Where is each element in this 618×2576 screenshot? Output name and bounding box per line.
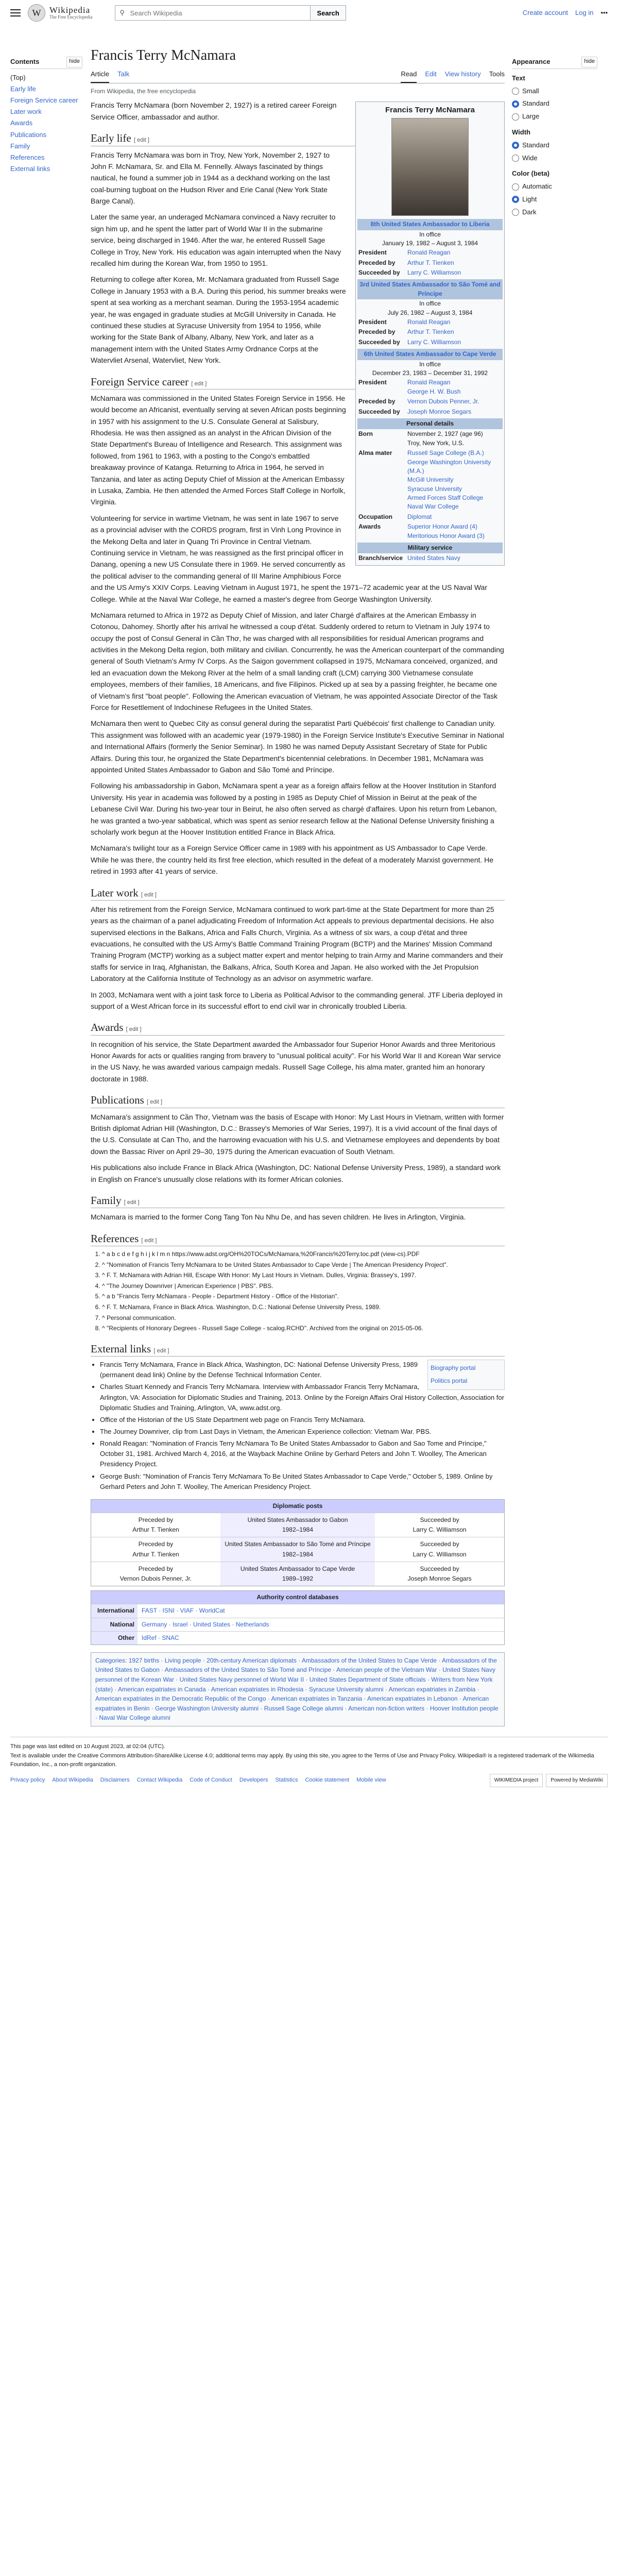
branch-label: Branch/service xyxy=(358,554,403,562)
external-link-item[interactable]: • George Bush: "Nomination of Francis Terry McNamara To Be United States Ambassador to Cape Verde," October 5, 1989. Online by Gerhard Peters and John T. Woolley, The American Presidency Project. xyxy=(100,1471,505,1492)
article-main xyxy=(82,26,505,1726)
family-paragraph: McNamara is married to the former Cong Tang Ton Nu Nhu De, and has seven children. He lives in Arlington, Virginia. xyxy=(91,1213,466,1222)
heading-awards: Awards [ edit ] xyxy=(91,1020,505,1035)
table-of-contents xyxy=(10,26,82,1726)
toc-hide-button[interactable]: hide xyxy=(66,57,82,67)
president-value[interactable]: Ronald Reagan George H. W. Bush xyxy=(407,379,461,395)
office2-label: In office xyxy=(419,300,441,308)
succeeded-label: Succeeded by xyxy=(358,269,400,277)
footer-link[interactable]: About Wikipedia xyxy=(52,1777,93,1784)
toc-item-early-life[interactable]: Early life xyxy=(10,84,36,93)
succeeded-label: Succeeded by xyxy=(358,408,400,415)
early-paragraph-2: Later the same year, an underaged McNamara convinced a Navy recruiter to sign him up, and he spent the latter part of World War II in the submarine service, being discharged in 1946. After the war, he entered Russell Sage College in Troy, New York. His education was again interrupted when the Navy recalled him during the Korean War, from 1950 to 1951. xyxy=(91,213,341,268)
from-wikipedia: From Wikipedia, the free encyclopedia xyxy=(91,88,196,95)
edit-section-link[interactable]: [ edit ] xyxy=(124,1199,140,1206)
alma-mater-label: Alma mater xyxy=(358,449,392,457)
text-size-label: Text xyxy=(512,74,525,82)
born-value: November 2, 1927 (age 96) Troy, New York, U.S. xyxy=(407,430,483,447)
color-dark-option[interactable]: Dark xyxy=(512,206,597,219)
president-label: President xyxy=(358,318,387,326)
appearance-panel xyxy=(505,26,597,1726)
last-edited: This page was last edited on 10 August 2023, at 02:04 (UTC). xyxy=(10,1743,165,1750)
preceded-value[interactable]: Arthur T. Tienken xyxy=(407,259,454,266)
preceded-label: Preceded by xyxy=(358,398,396,405)
toc-item-publications[interactable]: Publications xyxy=(10,130,47,139)
preceded-label: Preceded by xyxy=(358,259,396,266)
edit-section-link[interactable]: [ edit ] xyxy=(141,1237,157,1244)
authority-title: Authority control databases xyxy=(91,1591,504,1604)
foreign-paragraph-4: McNamara then went to Quebec City as consul general during the separatist Parti Québécois' first challenge to Canadian unity. This assignment was followed with an academic year (1979-1980) in the Foreign Service Institute's Executive Seminar in National and International Affairs (formerly the Senior Seminar). In 1980 he was named Deputy Assistant Secretary of State for Public Affairs. During this tour, he organized the State Department's bicentennial celebrations. In December 1981, McNamara was appointed United States Ambassador to Gabon and São Tomé and Príncipe. xyxy=(91,719,504,774)
navbox-preceded[interactable]: Preceded by Arthur T. Tienken xyxy=(132,1540,179,1558)
succeeded-value[interactable]: Larry C. Williamson xyxy=(407,269,461,277)
awards-value[interactable]: Superior Honor Award (4) Meritorious Honor Award (3) xyxy=(407,523,485,539)
infobox xyxy=(355,101,505,565)
color-label: Color (beta) xyxy=(512,170,550,178)
office3-range: December 23, 1983 – December 31, 1992 xyxy=(372,369,488,377)
toc-item-later-work[interactable]: Later work xyxy=(10,108,42,116)
infobox-office-1[interactable]: 8th United States Ambassador to Liberia xyxy=(357,219,503,230)
navbox-preceded[interactable]: Preceded by Vernon Dubois Penner, Jr. xyxy=(119,1565,192,1582)
text-small-option[interactable]: Small xyxy=(512,85,597,98)
tab-talk[interactable]: Talk xyxy=(117,70,130,78)
foreign-paragraph-5: Following his ambassadorship in Gabon, McNamara spent a year as a foreign affairs fellow at the Hoover Institution in Stanford University. His year in academia was followed by a posting in 1985 as Deputy Chief of Mission in Beirut at the peak of the Lebanese Civil War. During his two-year tour in Beirut, he also often served as chargé d'affaires. Upon his return from Lebanon, he was granted a two-year sabbatical, which was spent as senior research fellow at the National Defense University finishing a scholarly work begun at the Hoover Institution entitled France in Black Africa. xyxy=(91,782,497,836)
heading-later-work: Later work [ edit ] xyxy=(91,886,505,901)
navbox-post[interactable]: United States Ambassador to Cape Verde 1989–1992 xyxy=(220,1562,375,1586)
footer-link[interactable]: Privacy policy xyxy=(10,1777,45,1784)
awards-paragraph: In recognition of his service, the State Department awarded the Ambassador four Superior Honor Awards and three Meritorious Honor Awards for acts or qualities ranging from bravery to "unusual political acuity". For his World War II and Korean War service in the US Navy, he was awarded various campaign medals. Russell Sage College, his alma mater, granted him an honorary doctorate in 1988. xyxy=(91,1040,501,1083)
page-tabs xyxy=(91,67,505,83)
page-footer xyxy=(10,1737,608,1787)
tab-edit[interactable]: Edit xyxy=(425,70,437,78)
log-in-link[interactable]: Log in xyxy=(575,8,594,16)
foreign-paragraph-2: Volunteering for service in wartime Vietnam, he was sent in late 1967 to serve as a provincial adviser with the CORDS program, first in Vinh Long Province in the Mekong Delta and later in Quang Tri Province in Central Vietnam. Continuing service in Vietnam, he was reassigned as the first principal officer in Danang, opening a new US Consulate there in 1969. He served concurrently as the political adviser to the commanding general of III Marine Amphibious Force and the US Army's XXIV Corps. Leaving Vietnam in August 1971, he spent the 1971–72 academic year at the US Naval War College. While at the Naval War College, he earned a master's degree from George Washington University. xyxy=(91,514,487,603)
page-title: Francis Terry McNamara xyxy=(91,47,236,63)
text-large-option[interactable]: Large xyxy=(512,110,597,123)
tab-article[interactable]: Article xyxy=(91,67,109,83)
reference-item[interactable]: 4. ^ "The Journey Downriver | American Experience | PBS". PBS. xyxy=(102,1281,505,1291)
president-value[interactable]: Ronald Reagan xyxy=(407,318,451,326)
heading-publications: Publications [ edit ] xyxy=(91,1093,505,1108)
personal-details-header: Personal details xyxy=(357,418,503,429)
mediawiki-badge[interactable]: Powered by MediaWiki xyxy=(546,1774,608,1787)
categories-box[interactable]: Categories: 1927 births · Living people · 20th-century American diplomats · Ambassadors of the United States to Cape Verde · Ambassadors of the United States to Gabon · Ambassadors of the United States to São Tomé and Príncipe · American people of the Vietnam War · United States Navy personnel of the Korean War · United States Navy personnel of World War II · United States Department of State officials · Writers from New York (state) · American expatriates in Canada · American expatriates in Rhodesia · Syracuse University alumni · American expatriates in Zambia · American expatriates in the Democratic Republic of the Congo · American expatriates in Tanzania · American expatriates in Lebanon · American expatriates in Benin · George Washington University alumni · Russell Sage College alumni · American non-fiction writers · Hoover Institution people · Naval War College alumni xyxy=(91,1652,505,1726)
reference-item[interactable]: 5. ^ a b "Francis Terry McNamara - People - Department History - Office of the Historian". xyxy=(102,1292,505,1301)
authority-label: National xyxy=(91,1618,138,1631)
heading-early-life: Early life [ edit ] xyxy=(91,131,505,146)
toc-title: Contents xyxy=(10,58,40,65)
external-link-item[interactable]: • Office of the Historian of the US State Department web page on Francis Terry McNamara. xyxy=(100,1415,505,1425)
office1-range: January 19, 1982 – August 3, 1984 xyxy=(382,239,478,247)
search-icon: ⚲ xyxy=(119,8,125,16)
toc-item-external-links[interactable]: External links xyxy=(10,164,50,173)
politics-portal-link[interactable]: Politics portal xyxy=(431,1377,468,1385)
toc-item-foreign-service[interactable]: Foreign Service career xyxy=(10,96,78,105)
navbox-post[interactable]: United States Ambassador to São Tomé and Príncipe 1982–1984 xyxy=(220,1537,375,1561)
navbox-post[interactable]: United States Ambassador to Gabon 1982–1984 xyxy=(220,1513,375,1537)
infobox-office-3[interactable]: 6th United States Ambassador to Cape Verde xyxy=(357,349,503,360)
occupation-label: Occupation xyxy=(358,513,393,520)
diplomatic-posts-navbox xyxy=(91,1499,505,1586)
heading-external-links: External links [ edit ] xyxy=(91,1342,505,1357)
toc-item-top[interactable]: (Top) xyxy=(10,73,26,81)
footer-link[interactable]: Mobile view xyxy=(356,1777,386,1784)
foreign-paragraph-3: McNamara returned to Africa in 1972 as Deputy Chief of Mission, and later Chargé d'affaires at the American Embassy in Cotonou, Dahomey. Shortly after his arrival he witnessed a coup d'état. Suddenly ordered to return to Vietnam in July 1974 to occupy the post of Consul General in Cần Thơ, he was charged with all responsibilities for residual American programs and activities in the Mekong Delta region, both military and civilian. Concurrently, he was the American counterpart of the commanding general of South Vietnam's Army IV Corps. As the Saigon government collapsed in 1975, McNamara conceived, organized, and led an evacuation down the Mekong River at the helm of a small landing craft (LCM) carrying 300 Vietnamese consulate employees, members of their families, 18 Americans, and five Filipinos. Picked up at sea by a passing freighter, he became one of Vietnam's first "boat people". Following the American evacuation of Vietnam, he was appointed Associate Director of the Task Force for Resettlement of Indochinese Refugees in the United States. xyxy=(91,611,504,712)
reference-item: 6. ^ F. T. McNamara, France in Black Africa. Washington, D.C.: National Defense University Press, 1989. xyxy=(102,1302,505,1312)
foreign-paragraph-6: McNamara's twilight tour as a Foreign Service Officer came in 1989 with his appointment as US Ambassador to Cape Verde. While he was there, the country held its first free election, which resulted in the defeat of a moderately Marxist government. He retired in 1993 after 41 years of service. xyxy=(91,844,494,876)
appearance-title: Appearance xyxy=(512,58,551,65)
navbox-succeeded[interactable]: Succeeded by Larry C. Williamson xyxy=(413,1516,467,1534)
edit-section-link[interactable]: [ edit ] xyxy=(153,1347,169,1354)
footer-link[interactable]: Cookie statement xyxy=(305,1777,350,1784)
publications-paragraph-2: His publications also include France in Black Africa (Washington, DC: National Defense University Press, 1989), a standard work in English on France's unusually close relations with its former African colonies. xyxy=(91,1163,501,1183)
wikimedia-badge[interactable]: WIKIMEDIA project xyxy=(490,1774,543,1787)
width-label: Width xyxy=(512,128,530,136)
office2-range: July 26, 1982 – August 3, 1984 xyxy=(387,309,473,316)
portrait-photo xyxy=(391,118,469,216)
footer-link[interactable]: Disclaimers xyxy=(100,1777,130,1784)
preceded-label: Preceded by xyxy=(358,328,396,336)
color-automatic-option[interactable]: Automatic xyxy=(512,180,597,193)
authority-links[interactable]: Germany · Israel · United States · Netherlands xyxy=(142,1620,269,1628)
wikipedia-logo[interactable] xyxy=(28,4,92,22)
authority-label: Other xyxy=(91,1632,138,1645)
footer-link[interactable]: Code of Conduct xyxy=(190,1777,232,1784)
external-link-item[interactable]: • Charles Stuart Kennedy and Francis Terry McNamara. Interview with Ambassador Francis Terry McNamara, Arlington, VA: Association for Diplomatic Studies and Training, 2013. Online by the Foreign Affairs Oral History Collection, Association for Diplomatic Studies and Training, Arlington, VA, www.adst.org. xyxy=(100,1382,505,1413)
tab-read[interactable]: Read xyxy=(401,67,417,83)
footer-link[interactable]: Contact Wikipedia xyxy=(136,1777,183,1784)
license-text: Text is available under the Creative Commons Attribution-ShareAlike License 4.0; additional terms may apply. By using this site, you agree to the Terms of Use and Privacy Policy. Wikipedia® is a registered trademark of the Wikimedia Foundation, Inc., a non-profit organization. xyxy=(10,1752,594,1768)
later-paragraph-1: After his retirement from the Foreign Service, McNamara continued to work part-time at the State Department for more than 25 years as the chairman of a panel adjudicating Freedom of Information Act appeals to previous departmental decisions. He also supervised elections in the Balkans, Africa and Falls Church, Virginia. As a witness of six wars, a coup d'état and three evacuations, he consulted with the US Army's Battle Command Training Program (BCTP) and the Marines' Mission Command Training Program (MCTP) working as a subject matter expert and mentor helping to train Army and Marine commanders and their staffs for service in Iraq, Afghanistan, the Balkans, Africa, South Korea and Japan. He also worked with the Jet Propulsion Laboratory at the California Institute of Technology as an advisor on asymmetric warfare. xyxy=(91,905,503,983)
reference-item: 3. ^ F. T. McNamara with Adrian Hill, Escape With Honor: My Last Hours in Vietnam. Dulles, Virginia: Brassey's, 1997. xyxy=(102,1270,505,1280)
more-options-icon[interactable]: ••• xyxy=(600,8,608,16)
search-input[interactable] xyxy=(115,5,311,21)
heading-references: References [ edit ] xyxy=(91,1231,505,1246)
branch-value[interactable]: United States Navy xyxy=(407,554,460,562)
appearance-hide-button[interactable]: hide xyxy=(581,57,597,67)
reference-item[interactable]: 8. ^ "Recipients of Honorary Degrees - Russell Sage College - scalog.RCHD". Archived from the original on 2015-05-06. xyxy=(102,1324,505,1333)
lead-paragraph: Francis Terry McNamara (born November 2, 1927) is a retired career Foreign Service Officer, ambassador and author. xyxy=(91,101,337,121)
toc-item-references[interactable]: References xyxy=(10,153,45,161)
early-paragraph-3: Returning to college after Korea, Mr. McNamara graduated from Russell Sage College in January 1953 with a B.A. During this period, his summer breaks were spent at sea working as a merchant seaman. During the 1953-1954 academic year, he was engaged in graduate studies at McGill University in Canada. He continued these studies at Syracuse University from 1954 to 1956, while working for the State Bank of Albany, Albany, New York, and later as a management intern with the United States Army Ordnance Corps at the Watervliet Arsenal, Watervliet, New York. xyxy=(91,275,346,365)
edit-section-link[interactable]: [ edit ] xyxy=(147,1099,163,1106)
logo-title: Wikipedia xyxy=(49,5,91,15)
toc-item-awards[interactable]: Awards xyxy=(10,119,33,127)
reference-item[interactable]: 1. ^ a b c d e f g h i j k l m n https://www.adst.org/OH%20TOCs/McNamara,%20Francis%20Terry.toc.pdf (view-cs).PDF xyxy=(102,1249,505,1259)
portal-box xyxy=(427,1360,505,1389)
president-value[interactable]: Ronald Reagan xyxy=(407,249,451,257)
main-menu-icon[interactable] xyxy=(10,9,21,16)
search-button[interactable]: Search xyxy=(311,5,346,21)
navbox-title: Diplomatic posts xyxy=(91,1500,504,1513)
logo-subtitle: The Free Encyclopedia xyxy=(49,14,93,20)
foreign-paragraph-1: McNamara was commissioned in the United States Foreign Service in 1956. He would become an Africanist, eventually serving at seven African posts beginning in 1957 with his assignment to the U.S. Consulate General at Salisbury, Rhodesia. He was then assigned as an analyst in the African Division of the State Department's Bureau of Intelligence and Research. This assignment was followed, from 1961 to 1963, with a posting to the Congo's embattled breakaway province of Katanga. Returning to Africa in 1964, he served in Tanzania, and later as acting Deputy Chief of Mission at the American Embassy in Lusaka, Zambia. He then attended the Armed Forces Staff College in Norfolk, Virginia. xyxy=(91,394,346,506)
infobox-name: Francis Terry McNamara xyxy=(385,106,475,115)
reference-item: 7. ^ Personal communication. xyxy=(102,1313,505,1323)
width-wide-option[interactable]: Wide xyxy=(512,152,597,165)
office1-label: In office xyxy=(419,230,441,238)
reference-item[interactable]: 2. ^ "Nomination of Francis Terry McNamara to be United States Ambassador to Cape Verde | The American Presidency Project". xyxy=(102,1260,505,1270)
tools-menu[interactable]: Tools xyxy=(489,70,505,78)
president-label: President xyxy=(358,379,387,386)
authority-links[interactable]: IdRef · SNAC xyxy=(142,1634,179,1641)
heading-family: Family [ edit ] xyxy=(91,1193,505,1208)
succeeded-value[interactable]: Joseph Monroe Segars xyxy=(407,408,472,415)
biography-portal-link[interactable]: Biography portal xyxy=(431,1364,476,1372)
tab-view-history[interactable]: View history xyxy=(444,70,481,78)
publications-paragraph-1: McNamara's assignment to Cần Thơ, Vietnam was the basis of Escape with Honor: My Last Hours in Vietnam, written with former British diplomat Adrian Hill (Washington, D.C.: Brassey's Memories of War Series, 1997). It is a vivid account of the final days of the U.S. Consulate at Can Tho, and the harrowing evacuation with his U.S. and Vietnamese employees and dependents by boat down the Bassac River on April 29–30, 1975 during the American evacuation of South Vietnam. xyxy=(91,1112,504,1156)
occupation-value[interactable]: Diplomat xyxy=(407,513,432,520)
toc-item-family[interactable]: Family xyxy=(10,142,30,150)
president-label: President xyxy=(358,249,387,257)
reference-list xyxy=(91,1249,505,1333)
navbox-succeeded[interactable]: Succeeded by Joseph Monroe Segars xyxy=(407,1565,472,1582)
external-link-item[interactable]: • Ronald Reagan: "Nomination of Francis Terry McNamara To Be United States Ambassador to Gabon and Sao Tome and Principe," October 31, 1981. Archived March 4, 2016, at the Wayback Machine Online by Gerhard Peters and John T. Woolley, The American Presidency Project. xyxy=(100,1438,505,1469)
text-standard-option[interactable]: Standard xyxy=(512,97,597,110)
heading-foreign-service: Foreign Service career [ edit ] xyxy=(91,375,505,389)
preceded-value[interactable]: Arthur T. Tienken xyxy=(407,328,454,336)
preceded-value[interactable]: Vernon Dubois Penner, Jr. xyxy=(407,398,479,405)
external-link-item[interactable]: • Francis Terry McNamara, France in Black Africa, Washington, DC: National Defense University Press, 1989 (permanent dead link) Online by the Defense Technical Information Center. xyxy=(100,1360,505,1380)
create-account-link[interactable]: Create account xyxy=(522,8,568,16)
edit-section-link[interactable]: [ edit ] xyxy=(141,891,157,898)
alma-mater-value[interactable]: Russell Sage College (B.A.) George Washington University (M.A.) McGill University Syracuse University Armed Forces Staff College Naval War College xyxy=(407,449,491,511)
authority-label: International xyxy=(91,1604,138,1617)
site-header xyxy=(0,0,618,26)
footer-link[interactable]: Statistics xyxy=(275,1777,298,1784)
born-label: Born xyxy=(358,430,373,438)
office3-label: In office xyxy=(419,360,441,368)
authority-control-box xyxy=(91,1590,505,1645)
succeeded-label: Succeeded by xyxy=(358,338,400,346)
navbox-succeeded[interactable]: Succeeded by Larry C. Williamson xyxy=(413,1540,467,1558)
succeeded-value[interactable]: Larry C. Williamson xyxy=(407,338,461,346)
edit-section-link[interactable]: [ edit ] xyxy=(191,380,207,387)
infobox-office-2[interactable]: 3rd United States Ambassador to São Tomé and Príncipe xyxy=(357,279,503,299)
later-paragraph-2: In 2003, McNamara went with a joint task force to Liberia as Political Advisor to the commanding general. JTF Liberia deployed in support of a West African force in its successful effort to end civil war in chronically troubled Liberia. xyxy=(91,990,503,1010)
edit-section-link[interactable]: [ edit ] xyxy=(126,1026,142,1033)
early-paragraph-1: Francis Terry McNamara was born in Troy, New York, November 2, 1927 to John F. McNamara, Sr. and Ella M. Fennelly. Always fascinated by things nautical, he found a summer job in 1944 as a deckhand working on the last coal-burning tugboat on the Hudson River and Erie Canal (New York State Barge Canal). xyxy=(91,150,330,206)
external-link-item[interactable]: • The Journey Downriver, clip from Last Days in Vietnam, the American Experience collection: Vietnam War. PBS. xyxy=(100,1427,505,1437)
military-service-header: Military service xyxy=(357,543,503,553)
search-bar xyxy=(115,5,346,21)
footer-link[interactable]: Developers xyxy=(239,1777,268,1784)
edit-section-link[interactable]: [ edit ] xyxy=(133,137,149,144)
awards-label: Awards xyxy=(358,523,381,531)
navbox-preceded[interactable]: Preceded by Arthur T. Tienken xyxy=(132,1516,179,1534)
puzzle-globe-icon: W xyxy=(28,4,45,22)
width-standard-option[interactable]: Standard xyxy=(512,139,597,152)
color-light-option[interactable]: Light xyxy=(512,193,597,206)
authority-links[interactable]: FAST · ISNI · VIAF · WorldCat xyxy=(142,1607,225,1615)
